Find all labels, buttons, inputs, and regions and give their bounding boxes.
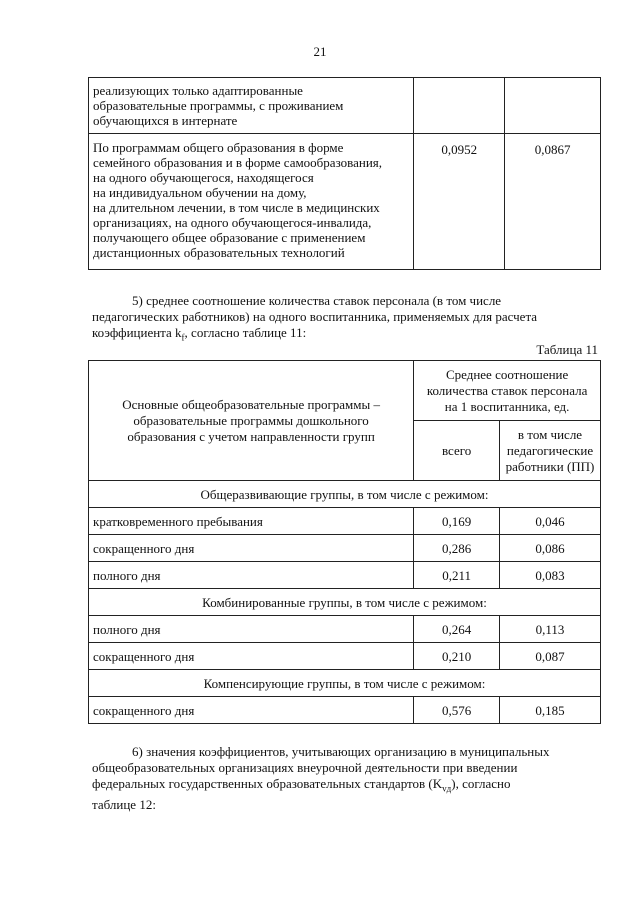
cell-line: реализующих только адаптированные: [93, 83, 303, 98]
header-line: на 1 воспитанника, ед.: [444, 398, 570, 414]
row-pp: 0,083: [500, 562, 601, 589]
header-pp: [500, 421, 601, 481]
paragraph-text: , согласно таблице 11:: [184, 325, 307, 340]
header-average-ratio: [414, 361, 601, 421]
header-line: в том числе: [517, 426, 583, 442]
table-cell-label: [89, 134, 414, 270]
cell-line: на индивидуальном обучении на дому,: [93, 185, 307, 200]
row-pp: 0,113: [500, 616, 601, 643]
page-number: 21: [313, 44, 327, 59]
table-coefficients-continued: [88, 77, 601, 270]
paragraph-text: ), согласно: [451, 776, 511, 791]
row-pp: 0,046: [500, 508, 601, 535]
table-cell-value: 0,0952: [414, 134, 505, 270]
row-pp: 0,185: [500, 697, 601, 724]
row-total: 0,210: [414, 643, 500, 670]
table-cell-value: [505, 78, 601, 134]
section-row: [89, 670, 601, 697]
table-row: [89, 697, 601, 724]
section-row: [89, 481, 601, 508]
section-title: Компенсирующие группы, в том числе с режимом:: [89, 670, 601, 697]
paragraph-line: педагогических работников) на одного воспитанника, применяемых для расчета: [92, 309, 538, 324]
table-row: [89, 562, 601, 589]
header-total: всего: [414, 421, 500, 481]
paragraph-line: [92, 776, 598, 797]
header-line: образования с учетом направленности групп: [127, 428, 375, 444]
cell-line: получающего общее образование с применением: [93, 230, 366, 245]
table-row: [89, 643, 601, 670]
cell-line: дистанционных образовательных технологий: [93, 245, 345, 260]
header-line: педагогические: [506, 442, 594, 458]
paragraph-line: таблице 12:: [92, 796, 156, 812]
row-label: сокращенного дня: [89, 697, 414, 724]
table-cell-value: 0,0867: [505, 134, 601, 270]
row-label: сокращенного дня: [89, 535, 414, 562]
section-row: [89, 589, 601, 616]
row-total: 0,264: [414, 616, 500, 643]
section-title: Комбинированные группы, в том числе с режимом:: [89, 589, 601, 616]
row-label: полного дня: [89, 562, 414, 589]
header-line: работники (ПП): [505, 458, 595, 474]
row-total: 0,576: [414, 697, 500, 724]
table-row: [89, 535, 601, 562]
paragraph-5: [92, 293, 598, 346]
cell-line: семейного образования и в форме самообразования,: [93, 155, 383, 170]
table-11-label: Таблица 11: [536, 342, 598, 357]
cell-line: на одного обучающегося, находящегося: [93, 170, 314, 185]
paragraph-text: коэффициента k: [92, 325, 182, 340]
header-programs: [89, 361, 414, 481]
row-pp: 0,087: [500, 643, 601, 670]
header-line: образовательные программы дошкольного: [133, 412, 369, 428]
subscript: vд: [442, 783, 452, 794]
table-row: [89, 616, 601, 643]
header-line: количества ставок персонала: [426, 382, 588, 398]
paragraph-line: [92, 325, 598, 346]
paragraph-line: общеобразовательных организациях внеурочной деятельности при введении: [92, 760, 518, 775]
section-title: Общеразвивающие группы, в том числе с режимом:: [89, 481, 601, 508]
row-total: 0,169: [414, 508, 500, 535]
row-total: 0,286: [414, 535, 500, 562]
subscript: f: [181, 332, 185, 343]
row-label: кратковременного пребывания: [89, 508, 414, 535]
table-11: [88, 360, 601, 724]
cell-line: образовательные программы, с проживанием: [93, 98, 344, 113]
cell-line: организациях, на одного обучающегося-инвалида,: [93, 215, 372, 230]
table-row: [89, 134, 601, 270]
cell-line: на длительном лечении, в том числе в медицинских: [93, 200, 380, 215]
paragraph-text: федеральных государственных образовательных стандартов (K: [92, 776, 443, 791]
row-pp: 0,086: [500, 535, 601, 562]
paragraph-line: 6) значения коэффициентов, учитывающих организацию в муниципальных: [132, 744, 550, 759]
row-label: сокращенного дня: [89, 643, 414, 670]
header-line: Среднее соотношение: [445, 366, 569, 382]
table-cell-value: [414, 78, 505, 134]
table-cell-label: [89, 78, 414, 134]
paragraph-line: 5) среднее соотношение количества ставок персонала (в том числе: [132, 293, 502, 308]
table-row: [89, 78, 601, 134]
cell-line: По программам общего образования в форме: [93, 140, 344, 155]
table-header-row: [89, 361, 601, 421]
header-line: Основные общеобразовательные программы –: [122, 396, 380, 412]
paragraph-6: [92, 744, 598, 813]
row-total: 0,211: [414, 562, 500, 589]
table-row: [89, 508, 601, 535]
row-label: полного дня: [89, 616, 414, 643]
cell-line: обучающихся в интернате: [93, 113, 238, 128]
